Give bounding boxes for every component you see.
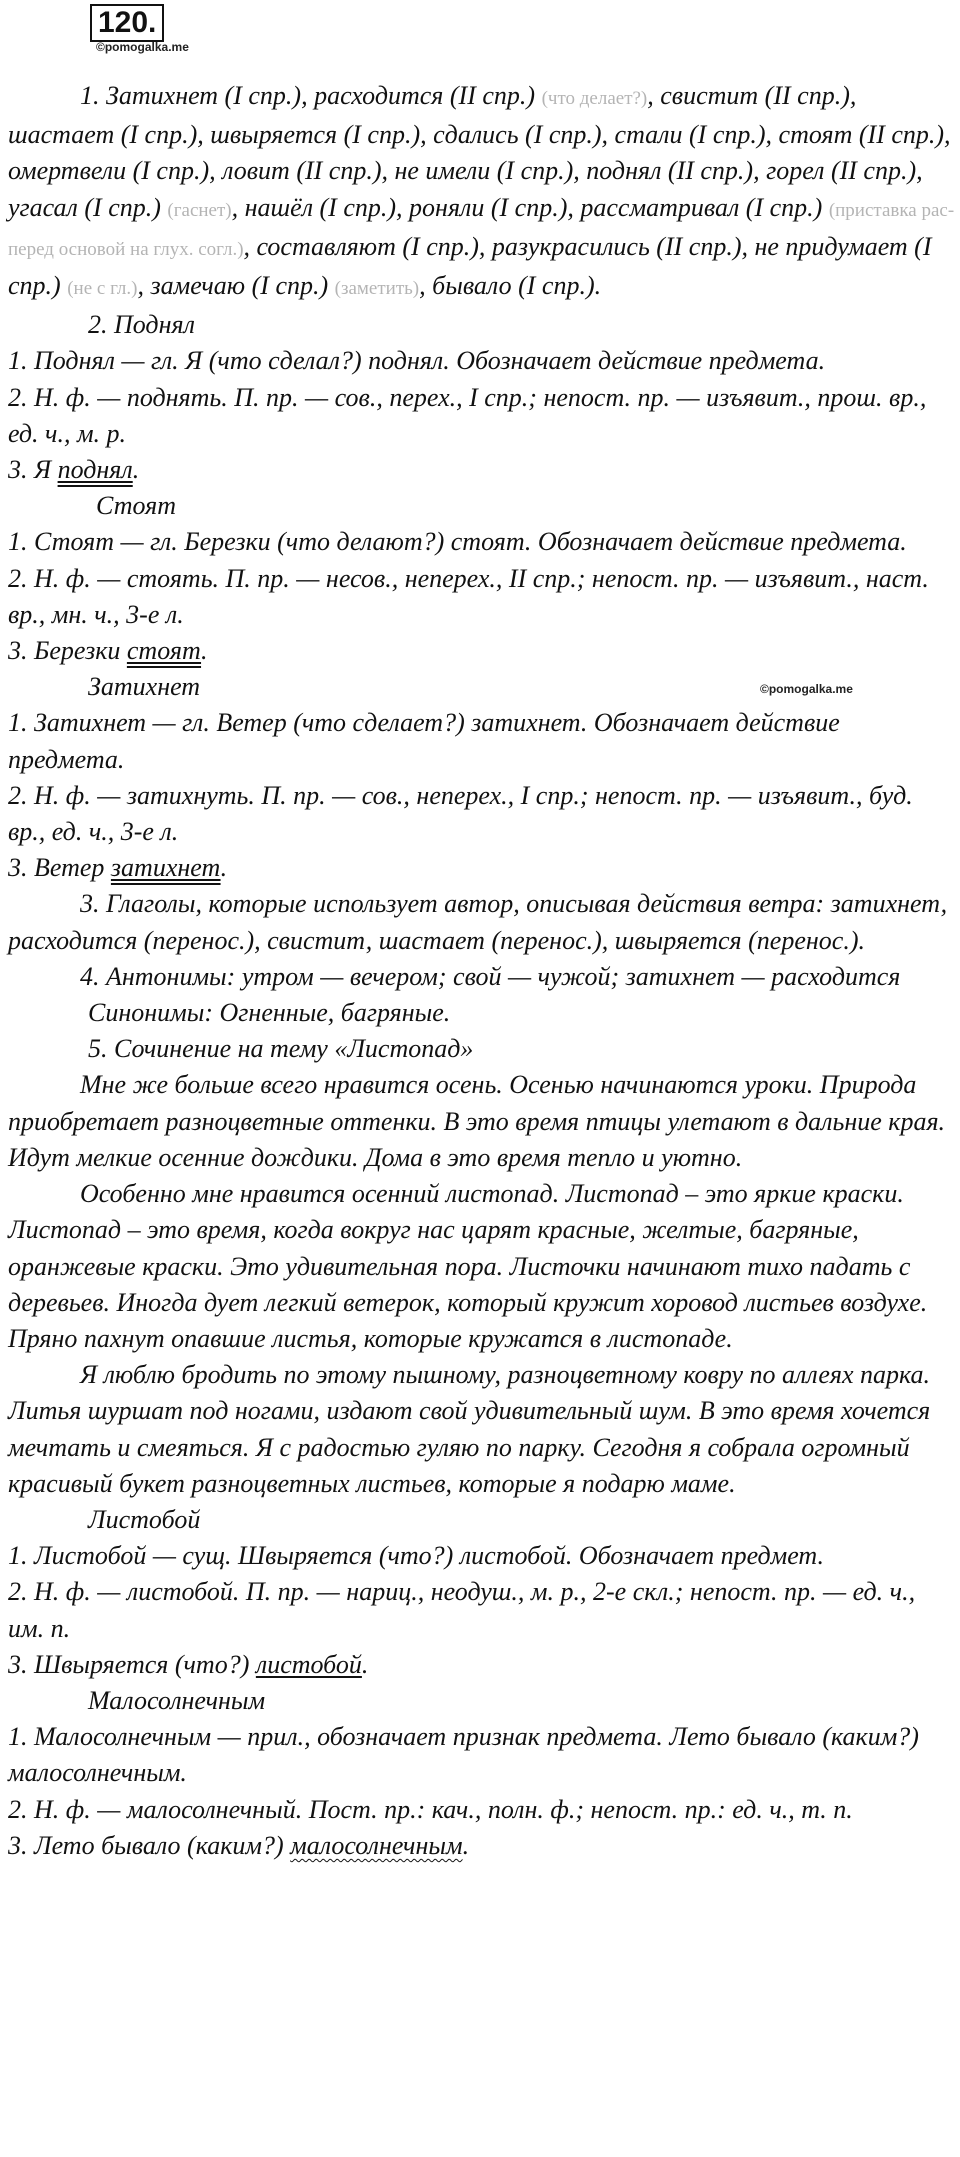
parse-line: 1. Затихнет — гл. Ветер (что сделает?) затихнет. Обозначает действие предмета. [8,708,840,774]
task4-antonyms: 4. Антонимы: утром — вечером; свой — чужой; затихнет — расходится [80,961,901,991]
task1-text: спр.), разукрасились (II спр.), не придумает (I спр.) [8,231,932,301]
word-title: Стоят [96,491,177,521]
task1-text: горел (II спр.), угасал (I спр.) [8,156,923,222]
task1-text: шастает (I спр.), швыряется (I спр.), сдались (I спр.), стали (I спр.), стоят [8,120,853,150]
underlined-word: стоят [126,636,202,666]
task1-text: 1. Затихнет (I спр.), расходится (II спр.) [80,81,536,110]
underlined-word: поднял [57,455,133,485]
task1-text: (II спр.), омертвели (I спр.), ловит (II спр.), не имели (I спр.), поднял (II спр.), [8,120,951,186]
task1-note: (что делает?) [541,88,648,109]
essay-paragraph: Я люблю бродить по этому пышному, разноцветному ковру по аллеях парка. Литья шуршат под ногами, издают свой удивительный шум. В это время хочется мечтать и смеяться. Я с радостью гуляю по парку. Сегодня я собрала огромный красивый букет разноцветных листьев, которые я подарю маме. [8,1360,931,1498]
parse-line: 2. Н. ф. — затихнуть. П. пр. — сов., неперех., I спр.; непост. пр. — изъявит., буд. вр., ед. ч., 3-е л. [8,780,913,847]
parse-line: 3. Лето бывало (каким?) малосолнечным. [8,1830,470,1860]
parse-line: 1. Листобой — сущ. Швыряется (что?) листобой. Обозначает предмет. [8,1541,825,1571]
task2-title: 2. Поднял [88,310,195,340]
essay-paragraph: Мне же больше всего нравится осень. Осенью начинаются уроки. Природа приобретает разноцветные оттенки. В это время птицы улетают в дальние края. Идут мелкие осенние дождики. Дома в это время тепло и уютно. [8,1070,946,1172]
task1-note: (приставка рас- перед основой на глух. согл.) [8,199,955,260]
exercise-content [8,78,956,1864]
parse-line: 3. Ветер затихнет. [8,853,228,883]
task1-text: , замечаю (I спр.) [137,271,329,301]
word-title: Листобой [88,1504,201,1534]
parse-line: 3. Березки стоят. [8,636,208,666]
task5-title: 5. Сочинение на тему «Листопад» [88,1034,474,1064]
task4-synonyms: Синонимы: Огненные, багряные. [88,998,451,1028]
watermark-logo-2: ©pomogalka.me [760,682,853,696]
parse-line: 2. Н. ф. — стоять. П. пр. — несов., неперех., II спр.; непост. пр. — изъявит., наст. вр., мн. ч., 3-е л. [8,563,929,629]
underlined-word: затихнет [110,853,221,883]
task3-paragraph: 3. Глаголы, которые использует автор, описывая действия ветра: затихнет, расходится (перенос.), свистит, шастает (перенос.), швыряется (перенос.). [8,889,948,955]
parse-line: 2. Н. ф. — листобой. П. пр. — нариц., неодуш., м. р., 2-е скл.; непост. пр. — ед. ч., им. п. [8,1577,916,1643]
task1-text: , бывало (I спр.). [419,271,602,301]
task1-text: , нашёл (I спр.), роняли (I спр.), [231,192,574,222]
parse-line: 3. Я поднял. [8,455,140,485]
task1-note: (заметить) [334,278,420,300]
underlined-word: малосолнечным [290,1830,463,1860]
word-title: Затихнет [88,672,201,702]
task1-text: , свистит (II спр.), [647,81,857,110]
exercise-number: 120. [90,4,164,42]
parse-line: 1. Поднял — гл. Я (что сделал?) поднял. Обозначает действие предмета. [8,346,826,376]
watermark-logo: ©pomogalka.me [96,40,189,54]
task1-note: (гаснет) [167,199,232,221]
parse-line: 2. Н. ф. — малосолнечный. Пост. пр.: кач., полн. ф.; непост. пр.: ед. ч., т. п. [8,1794,853,1824]
parse-line: 1. Стоят — гл. Березки (что делают?) стоят. Обозначает действие предмета. [8,527,907,557]
task1-paragraph [8,78,956,307]
task1-text: рассматривал (I спр.) [580,192,823,222]
parse-line: 3. Швыряется (что?) листобой. [8,1649,369,1679]
parse-line: 2. Н. ф. — поднять. П. пр. — сов., перех., I спр.; непост. пр. — изъявит., прош. вр., ед. ч., м. р. [8,382,927,448]
underlined-word: листобой [255,1649,362,1679]
task1-text: , составляют (I [243,231,420,261]
parse-line: 1. Малосолнечным — прил., обозначает признак предмета. Лето бывало (каким?) малосолнечным. [8,1722,919,1788]
essay-paragraph: Особенно мне нравится осенний листопад. Листопад – это яркие краски. Листопад – это время, когда вокруг нас царят красные, желтые, багряные, оранжевые краски. Это удивительная пора. Листочки начинают тихо падать с деревьев. Иногда дует легкий ветерок, который кружит хоровод листьев воздухе. Пряно пахнут опавшие листья, которые кружатся в листопаде. [8,1179,928,1353]
task1-note: (не с гл.) [67,278,138,300]
word-title: Малосолнечным [88,1685,266,1715]
